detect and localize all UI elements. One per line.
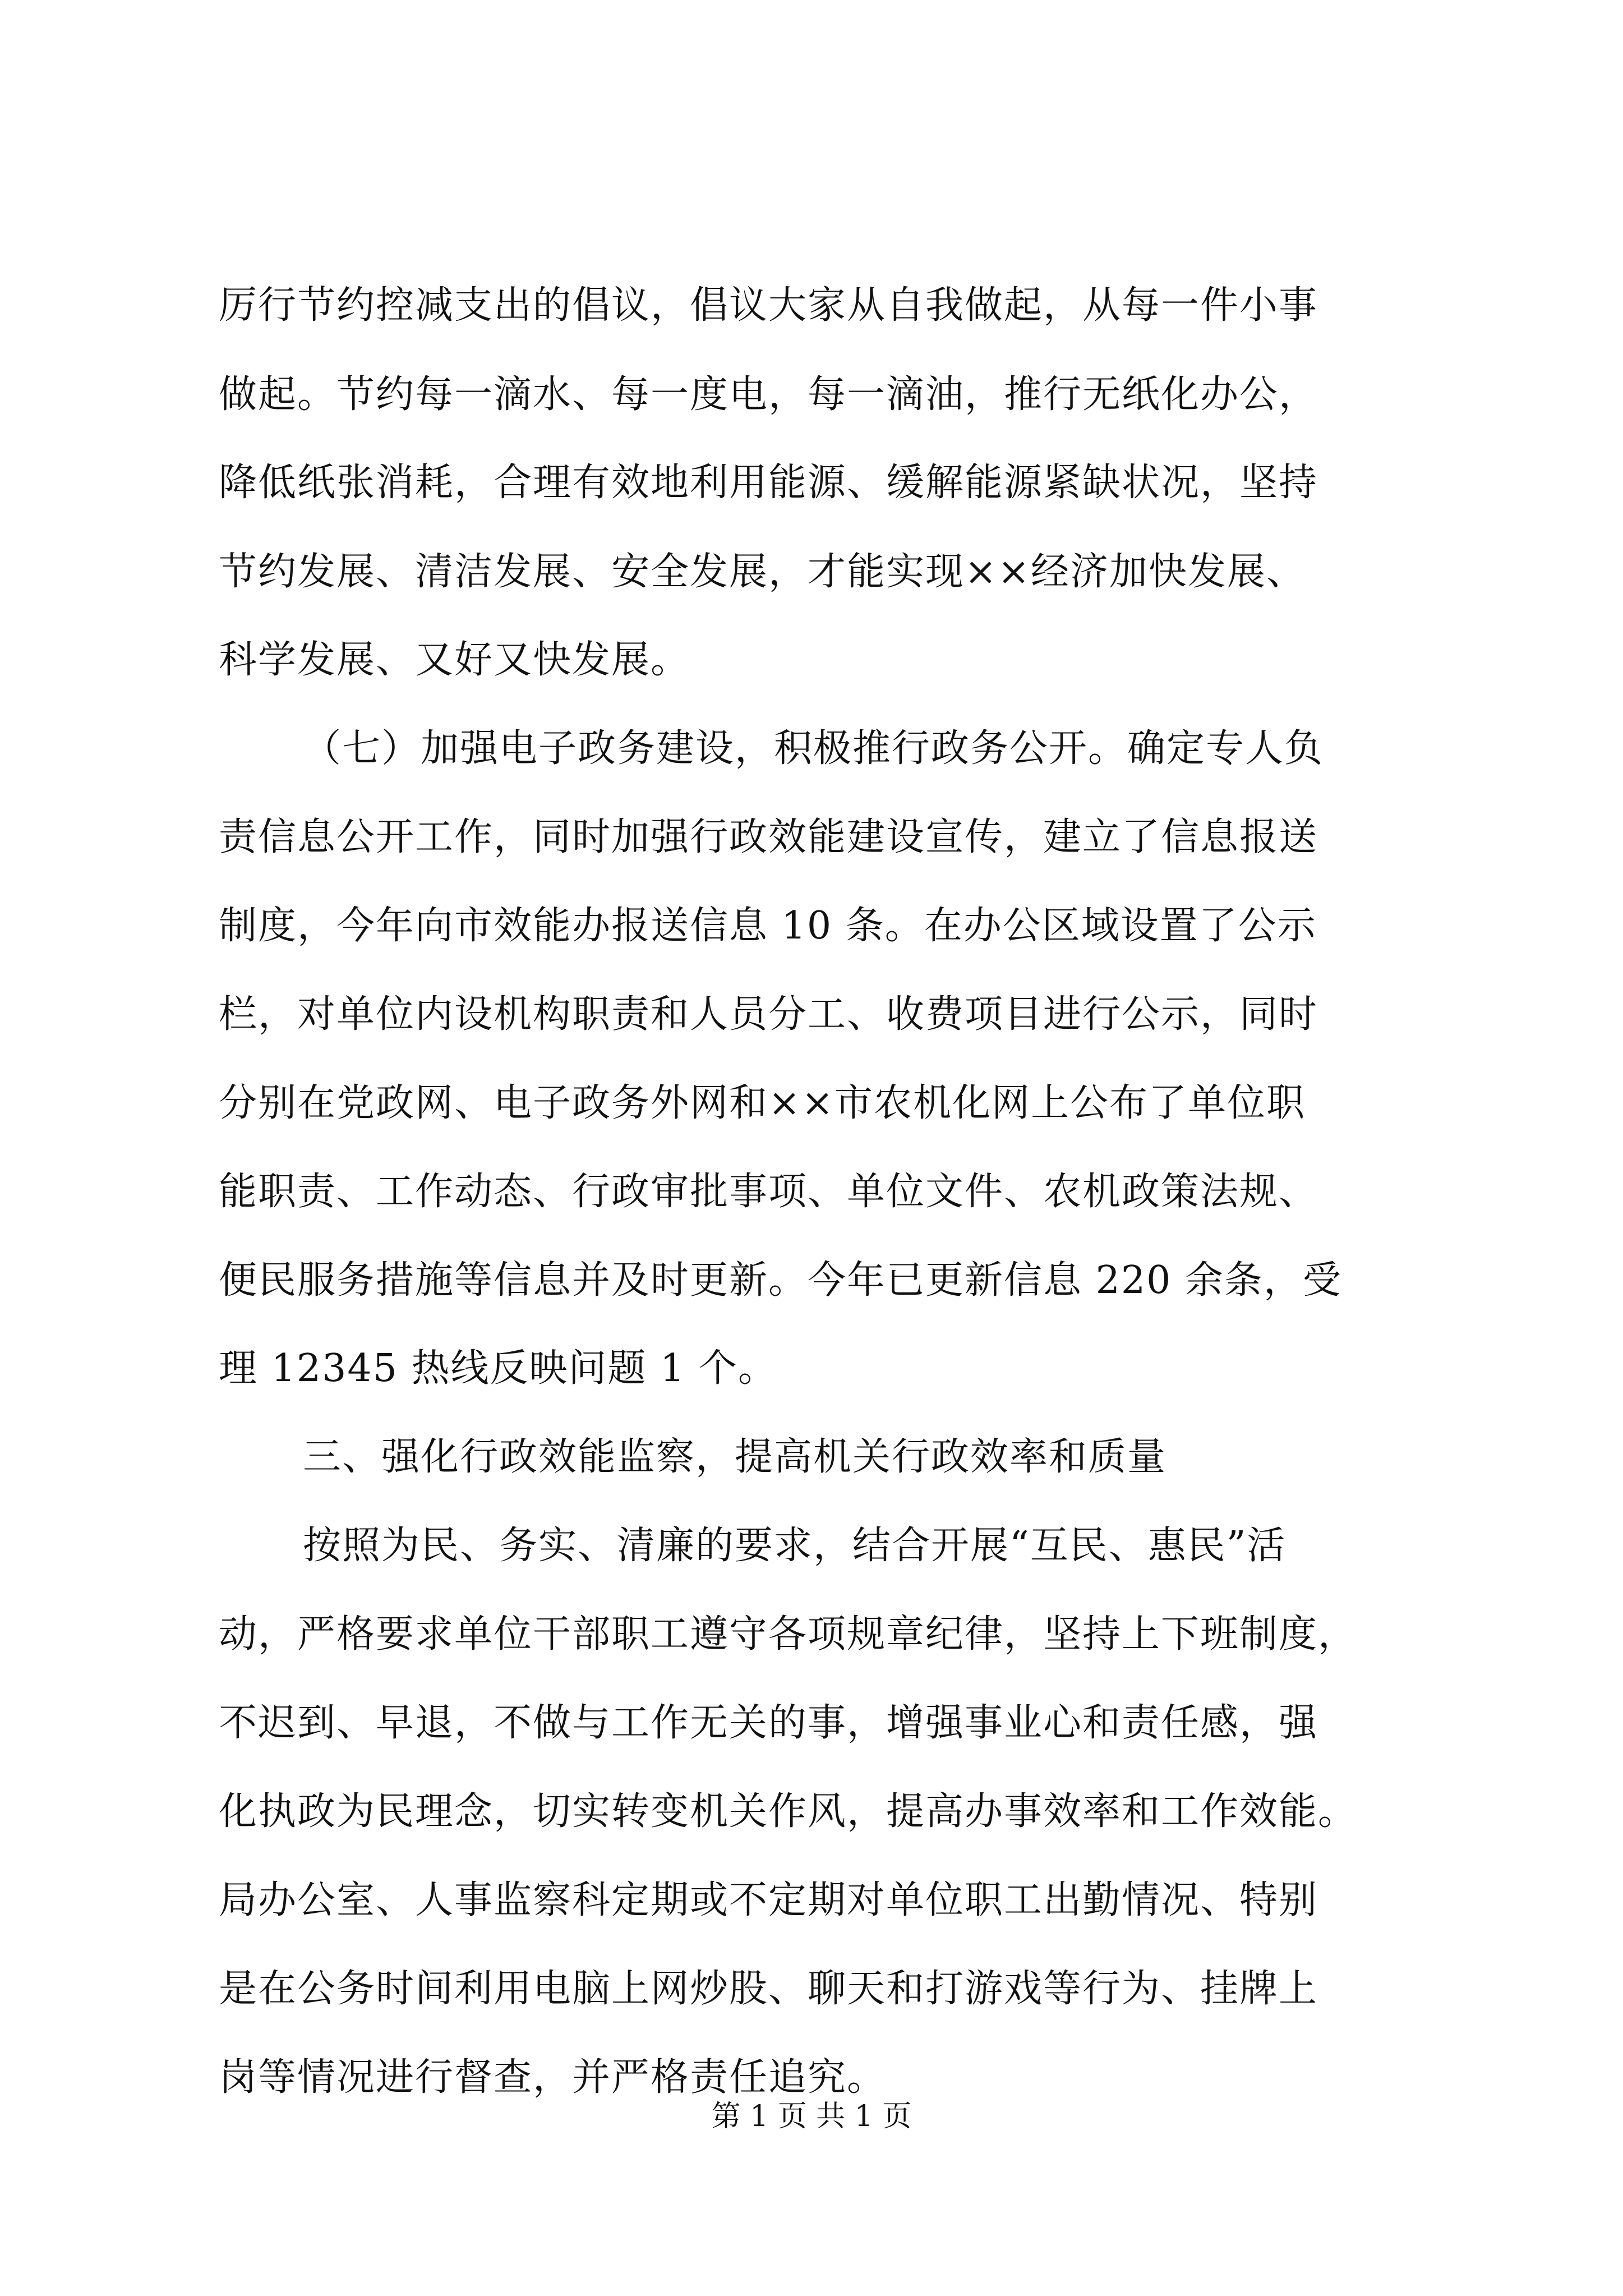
text-line: 岗等情况进行督查，并严格责任追究。 [219,2055,887,2100]
page-footer: 第 1 页 共 1 页 [711,2100,912,2133]
text-line: 不迟到、早退，不做与工作无关的事，增强事业心和责任感，强 [219,1701,1318,1745]
text-line: 化执政为民理念，切实转变机关作风，提高办事效率和工作效能。 [219,1789,1358,1834]
text-line: 栏，对单位内设机构职责和人员分工、收费项目进行公示，同时 [219,992,1318,1037]
text-line: 动，严格要求单位干部职工遵守各项规章纪律，坚持上下班制度， [219,1612,1358,1657]
text-line: 能职责、工作动态、行政审批事项、单位文件、农机政策法规、 [219,1170,1318,1214]
text-line: 制度，今年向市效能办报送信息 10 条。在办公区域设置了公示 [219,904,1317,948]
text-line: 厉行节约控减支出的倡议，倡议大家从自我做起，从每一件小事 [219,283,1318,328]
text-line: 节约发展、清洁发展、安全发展，才能实现××经济加快发展、 [219,550,1306,594]
section-heading: 三、强化行政效能监察，提高机关行政效率和质量 [303,1435,1167,1479]
text-line: 分别在党政网、电子政务外网和××市农机化网上公布了单位职 [219,1081,1306,1125]
section-heading-line: （七）加强电子政务建设，积极推行政务公开。确定专人负 [303,726,1324,771]
text-line: 便民服务措施等信息并及时更新。今年已更新信息 220 余条，受 [219,1258,1343,1303]
text-line: 是在公务时间利用电脑上网炒股、聊天和打游戏等行为、挂牌上 [219,1967,1318,2011]
text-line: 理 12345 热线反映问题 1 个。 [219,1346,778,1391]
text-line: 局办公室、人事监察科定期或不定期对单位职工出勤情况、特别 [219,1878,1318,1922]
text-line: 科学发展、又好又快发展。 [219,638,690,682]
text-line: 做起。节约每一滴水、每一度电，每一滴油，推行无纸化办公， [219,372,1318,417]
text-line: 按照为民、务实、清廉的要求，结合开展“互民、惠民”活 [303,1524,1287,1568]
text-line: 降低纸张消耗，合理有效地利用能源、缓解能源紧缺状况，坚持 [219,461,1318,505]
text-line: 责信息公开工作，同时加强行政效能建设宣传，建立了信息报送 [219,815,1318,859]
